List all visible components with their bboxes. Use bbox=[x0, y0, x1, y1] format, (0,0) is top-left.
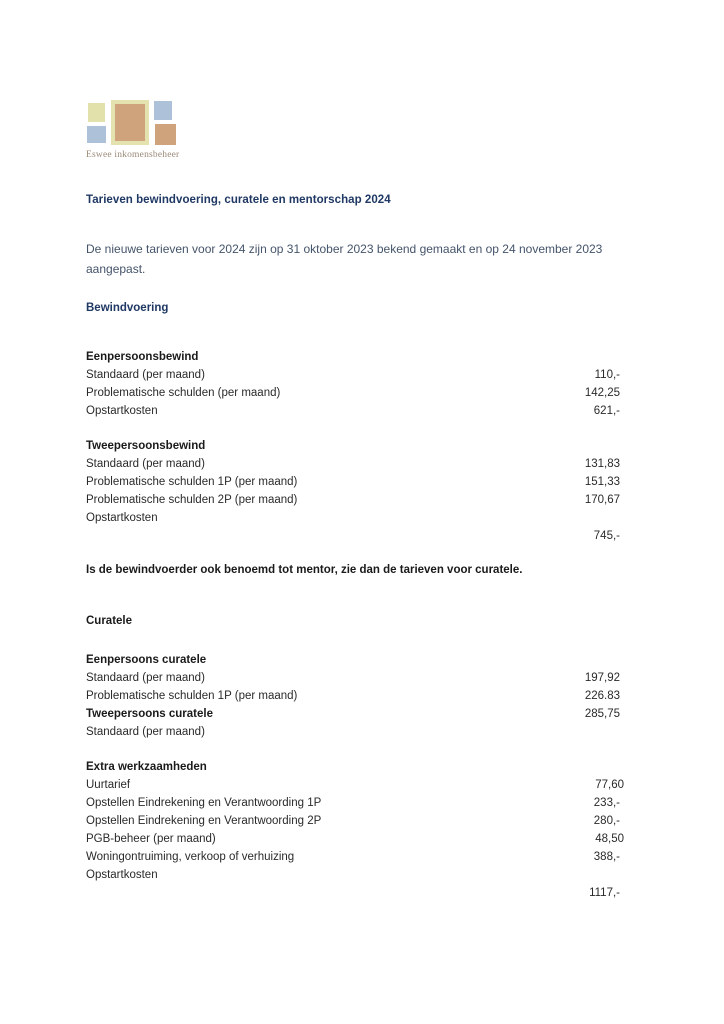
intro-paragraph: De nieuwe tarieven voor 2024 zijn op 31 oktober 2023 bekend gemaakt en op 24 november 2023 aangepast. bbox=[86, 242, 603, 276]
price-row bbox=[86, 402, 620, 420]
price-row-value: 110,- bbox=[594, 369, 620, 381]
price-group-extra-werkzaamheden bbox=[86, 758, 624, 902]
price-row-value: 226.83 bbox=[584, 690, 620, 702]
price-row-value: 233,- bbox=[593, 797, 620, 809]
section-heading-bewindvoering: Bewindvoering bbox=[86, 302, 169, 314]
price-row-label: Standaard (per maand) bbox=[86, 369, 205, 381]
price-row bbox=[86, 491, 620, 509]
price-row-label: Woningontruiming, verkoop of verhuizing bbox=[86, 851, 295, 863]
price-row bbox=[86, 473, 620, 491]
price-row-value: 197,92 bbox=[584, 672, 620, 684]
price-row bbox=[86, 776, 624, 794]
price-row bbox=[86, 509, 620, 527]
section-heading-curatele: Curatele bbox=[86, 615, 133, 627]
price-row-value: 388,- bbox=[593, 851, 620, 863]
price-row-label: Tweepersoons curatele bbox=[86, 708, 213, 720]
price-row-value: 285,75 bbox=[584, 708, 620, 720]
price-row-value: 1117,- bbox=[589, 887, 620, 899]
price-row bbox=[86, 527, 620, 545]
price-row-label: Problematische schulden 1P (per maand) bbox=[86, 690, 298, 702]
price-row-value: 77,60 bbox=[595, 779, 624, 791]
price-row-label: Opstartkosten bbox=[86, 869, 158, 881]
price-row-value: 142,25 bbox=[584, 387, 620, 399]
price-row bbox=[86, 366, 620, 384]
price-group-title: Eenpersoons curatele bbox=[86, 654, 207, 666]
price-row-label: Standaard (per maand) bbox=[86, 726, 205, 738]
price-row-label: Problematische schulden (per maand) bbox=[86, 387, 281, 399]
price-row bbox=[86, 866, 620, 884]
price-row-label: PGB-beheer (per maand) bbox=[86, 833, 216, 845]
price-group-title: Eenpersoonsbewind bbox=[86, 351, 199, 363]
logo-framed-rect-inner bbox=[115, 104, 145, 141]
price-group-eenpersoons-curatele bbox=[86, 651, 620, 741]
price-row bbox=[86, 848, 620, 866]
price-group-tweepersoonsbewind bbox=[86, 437, 620, 545]
price-row-label: Standaard (per maand) bbox=[86, 672, 205, 684]
logo-squares-icon bbox=[86, 100, 186, 146]
price-row-value: 170,67 bbox=[584, 494, 620, 506]
price-row-label: Opstellen Eindrekening en Verantwoording 2P bbox=[86, 815, 322, 827]
price-row bbox=[86, 455, 620, 473]
price-row bbox=[86, 830, 624, 848]
price-row-label: Opstartkosten bbox=[86, 512, 158, 524]
logo-square-tan-right bbox=[155, 124, 176, 145]
price-row bbox=[86, 687, 620, 705]
price-row-label: Problematische schulden 2P (per maand) bbox=[86, 494, 298, 506]
page-title: Tarieven bewindvoering, curatele en mentorschap 2024 bbox=[86, 194, 391, 206]
logo-square-blue-left bbox=[87, 126, 106, 143]
price-row bbox=[86, 723, 620, 741]
logo-square-blue-right bbox=[154, 101, 172, 120]
price-group-title: Extra werkzaamheden bbox=[86, 761, 207, 773]
price-row bbox=[86, 384, 620, 402]
price-row-value: 151,33 bbox=[584, 476, 620, 488]
price-group-title: Tweepersoonsbewind bbox=[86, 440, 206, 452]
price-row-subheading bbox=[86, 705, 620, 723]
logo-framed-rect-center bbox=[111, 100, 149, 145]
price-row-label: Uurtarief bbox=[86, 779, 131, 791]
price-group-eenpersoonsbewind bbox=[86, 348, 620, 420]
logo-company-name: Eswee inkomensbeheer bbox=[86, 150, 180, 160]
price-row bbox=[86, 669, 620, 687]
price-row bbox=[86, 794, 620, 812]
price-row-label: Problematische schulden 1P (per maand) bbox=[86, 476, 298, 488]
price-row-label: Opstartkosten bbox=[86, 405, 158, 417]
price-row bbox=[86, 812, 620, 830]
logo-square-pale-yellow bbox=[88, 103, 105, 122]
price-row-value: 280,- bbox=[593, 815, 620, 827]
price-row-value: 48,50 bbox=[595, 833, 624, 845]
price-row-value: 745,- bbox=[593, 530, 620, 542]
company-logo bbox=[86, 100, 196, 168]
price-row bbox=[86, 884, 620, 902]
price-row-value: 131,83 bbox=[584, 458, 620, 470]
price-row-label: Opstellen Eindrekening en Verantwoording 1P bbox=[86, 797, 322, 809]
callout-mentor-note: Is de bewindvoerder ook benoemd tot mentor, zie dan de tarieven voor curatele. bbox=[86, 564, 523, 576]
price-row-label: Standaard (per maand) bbox=[86, 458, 205, 470]
price-row-value: 621,- bbox=[593, 405, 620, 417]
